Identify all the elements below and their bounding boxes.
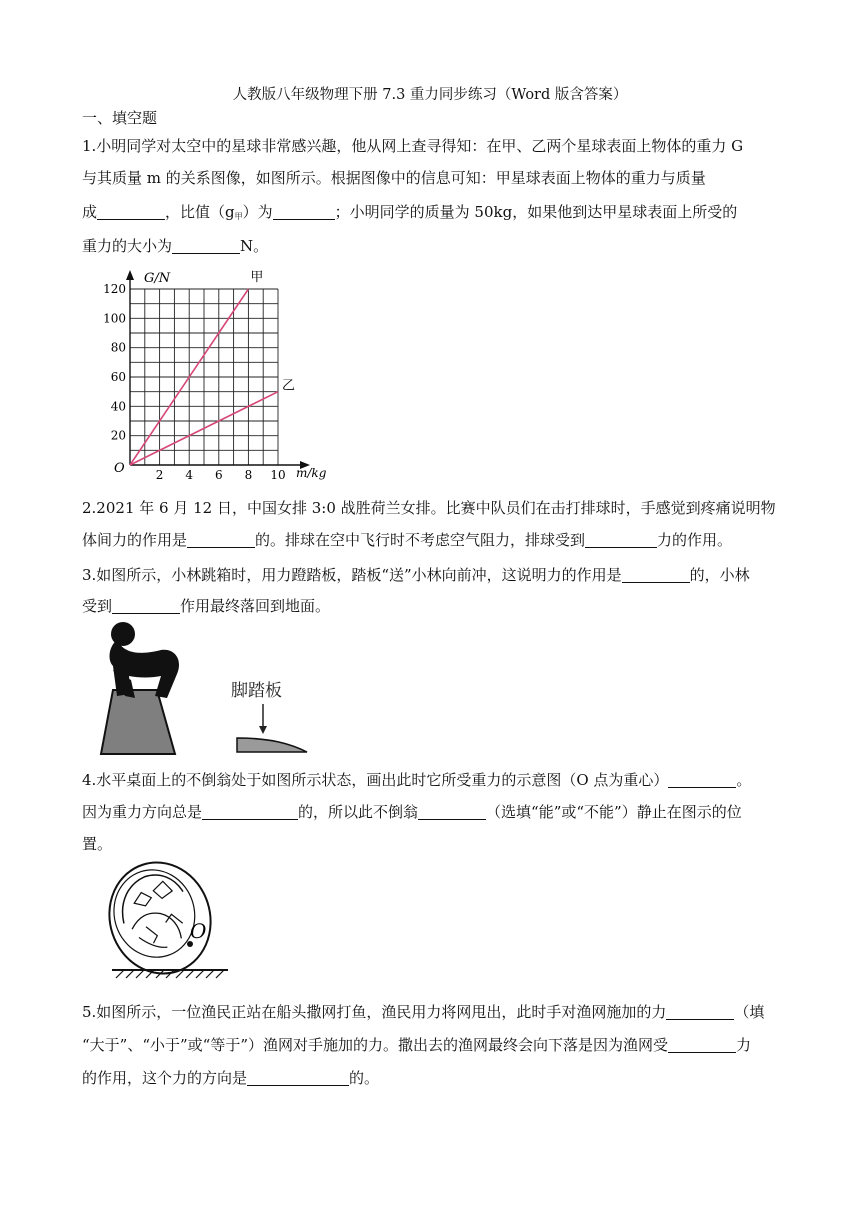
answer-blank[interactable]	[668, 771, 736, 788]
q5-text: （填	[734, 1003, 765, 1021]
y-tick-label: 120	[103, 282, 126, 296]
answer-blank[interactable]	[668, 1036, 736, 1053]
x-tick-label: 8	[244, 468, 253, 482]
q1-text: N。	[240, 237, 269, 255]
answer-blank[interactable]	[97, 203, 165, 220]
q4-text: 4.水平桌面上的不倒翁处于如图所示状态，画出此时它所受重力的示意图（O 点为重心）	[82, 771, 669, 789]
q1-line-3	[82, 202, 737, 227]
q2-line-2	[82, 530, 732, 550]
series-label-2: 乙	[282, 378, 296, 394]
q3-line-2	[82, 596, 330, 616]
q3-text: 作用最终落回到地面。	[180, 597, 331, 615]
q2-text: 的。排球在空中飞行时不考虑空气阻力，排球受到	[255, 531, 586, 549]
q5-line-3	[82, 1068, 379, 1088]
y-tick-label: 40	[110, 399, 126, 414]
document-title: 人教版八年级物理下册 7.3 重力同步练习（Word 版含答案）	[232, 87, 628, 103]
q5-line-1	[82, 1002, 764, 1022]
jumper-silhouette	[110, 622, 180, 698]
origin-label: O	[114, 461, 125, 476]
answer-blank[interactable]	[112, 597, 180, 614]
arrow-head	[259, 726, 267, 734]
answer-blank[interactable]	[585, 531, 657, 548]
q1-text: 重力的大小为	[82, 237, 173, 255]
answer-blank[interactable]	[273, 203, 335, 220]
y-tick-label: 100	[103, 311, 126, 326]
footboard-label: 脚踏板	[231, 681, 282, 701]
vault-figure	[95, 620, 325, 760]
y-tick-label: 60	[110, 370, 126, 384]
y-axis-label: G/N	[144, 271, 171, 286]
q5-line-2	[82, 1035, 751, 1055]
x-tick-label: 6	[214, 468, 223, 482]
answer-blank[interactable]	[622, 566, 690, 583]
x-axis-label: m/kg	[296, 466, 327, 480]
q2-line-1: 2.2021 年 6 月 12 日，中国女排 3:0 战胜荷兰女排。比赛中队员们在击打排球时，手感觉到疼痛说明物	[82, 499, 776, 517]
q1-subscript: 甲	[234, 212, 243, 221]
answer-blank[interactable]	[247, 1069, 349, 1086]
y-tick-label: 20	[110, 428, 126, 443]
q2-text: 体间力的作用是	[82, 531, 188, 549]
answer-blank[interactable]	[418, 803, 486, 820]
footboard	[237, 738, 307, 752]
q5-text: 力	[736, 1036, 752, 1054]
answer-blank[interactable]	[202, 803, 298, 820]
q1-line-4	[82, 236, 268, 256]
x-tick-label: 10	[270, 468, 286, 482]
series-label-1: 甲	[250, 270, 264, 285]
vaulting-box	[101, 690, 175, 754]
q1-text: ，比值（g	[165, 203, 235, 221]
y-axis-arrow	[126, 270, 134, 280]
q4-text: 因为重力方向总是	[82, 803, 203, 821]
q4-line-1	[82, 770, 751, 790]
chart-grid	[130, 289, 278, 465]
q4-line-3: 置。	[82, 835, 113, 853]
q3-text: 的，小林	[689, 566, 750, 584]
q1-text: ）为	[242, 203, 273, 221]
q5-text: 的作用，这个力的方向是	[82, 1069, 248, 1087]
q4-text: 的，所以此不倒翁	[298, 803, 419, 821]
q1-line-2: 与其质量 m 的关系图像，如图所示。根据图像中的信息可知：甲星球表面上物体的重力与质量	[82, 169, 706, 187]
q4-text: 。	[736, 771, 752, 789]
q5-text: 的。	[349, 1069, 380, 1087]
q1-line-1: 1.小明同学对太空中的星球非常感兴趣，他从网上查寻得知：在甲、乙两个星球表面上物体的重力 G	[82, 137, 744, 155]
table-hatch	[116, 970, 224, 978]
chart-axes	[126, 270, 310, 469]
x-tick-label: 2	[155, 468, 164, 482]
q1-text: 成	[82, 203, 98, 221]
g-m-chart	[100, 266, 350, 486]
q1-text: ；小明同学的质量为 50kg，如果他到达甲星球表面上所受的	[334, 203, 738, 221]
answer-blank[interactable]	[666, 1003, 734, 1020]
q4-line-2	[82, 802, 742, 822]
q5-text: “大于”、“小于”或“等于”）渔网对手施加的力。撒出去的渔网最终会向下落是因为渔网受	[82, 1036, 669, 1054]
q4-text: （选填“能”或“不能”）静止在图示的位	[486, 803, 742, 821]
q2-text: 力的作用。	[657, 531, 733, 549]
answer-blank[interactable]	[172, 237, 240, 254]
q3-text: 受到	[82, 597, 113, 615]
tumbler-figure	[100, 860, 240, 982]
q3-line-1	[82, 565, 750, 585]
center-of-gravity-label: O	[190, 919, 207, 943]
y-tick-label: 80	[110, 340, 126, 355]
q3-text: 3.如图所示，小林跳箱时，用力蹬踏板，踏板“送”小林向前冲，这说明力的作用是	[82, 566, 622, 584]
x-tick-label: 4	[185, 468, 194, 482]
section-heading: 一、填空题	[82, 109, 158, 127]
answer-blank[interactable]	[187, 531, 255, 548]
q5-text: 5.如图所示，一位渔民正站在船头撒网打鱼，渔民用力将网甩出，此时手对渔网施加的力	[82, 1003, 667, 1021]
